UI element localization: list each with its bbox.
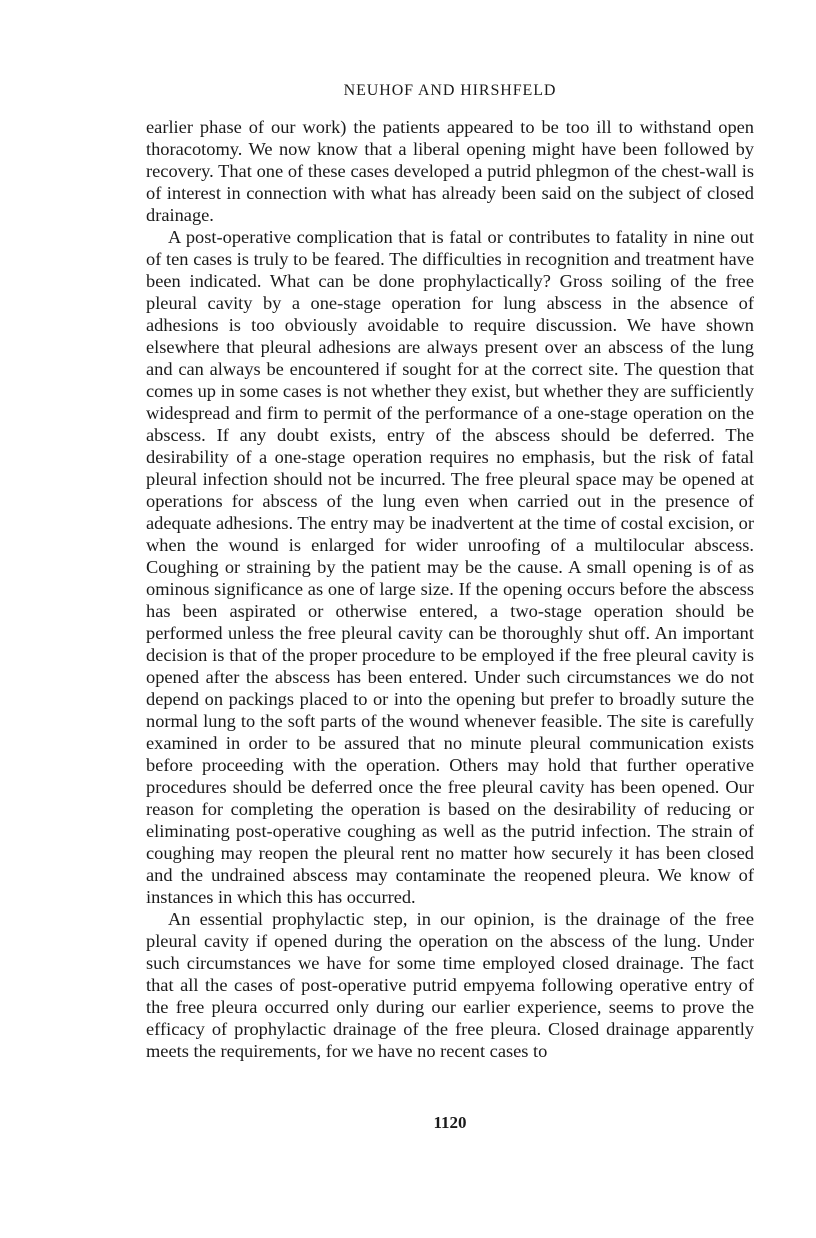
page-number: 1120 (433, 1113, 467, 1132)
paragraph-prophylactic-step: An essential prophylactic step, in our opinion, is the drainage of the free pleural cavity if opened during the operation on the abscess of the lung. Under such circumstances we have for some time employed closed drainage. The fact that all the cases of post-operative putrid empyema following operative entry of the free pleura occurred only during our earlier experience, seems to prove the efficacy of prophylactic drainage of the free pleura. Closed drainage apparently meets the requirements, for we have no recent cases to (146, 909, 754, 1061)
paragraph-continued: earlier phase of our work) the patients appeared to be too ill to withstand open thoracotomy. We now know that a liberal opening might have been followed by recovery. That one of these cases developed a putrid phlegmon of the chest-wall is of interest in connection with what has already been said on the subject of closed drainage. (146, 117, 754, 225)
journal-page (146, 0, 754, 1238)
paragraph-post-operative-complication: A post-operative complication that is fatal or contributes to fatality in nine out of ten cases is truly to be feared. The difficulties in recognition and treatment have been indicated. What can be done prophylactically? Gross soiling of the free pleural cavity by a one-stage operation for lung abscess in the absence of adhesions is too obviously avoidable to require discussion. We have shown elsewhere that pleural adhesions are always present over an abscess of the lung and can always be encountered if sought for at the correct site. The question that comes up in some cases is not whether they exist, but whether they are sufficiently widespread and firm to permit of the performance of a one-stage operation on the abscess. If any doubt exists, entry of the abscess should be deferred. The desirability of a one-stage operation requires no emphasis, but the risk of fatal pleural infection should not be incurred. The free pleural space may be opened at operations for abscess of the lung even when carried out in the presence of adequate adhesions. The entry may be inadvertent at the time of costal excision, or when the wound is enlarged for wider unroofing of a multilocular abscess. Coughing or straining by the patient may be the cause. A small opening is of as ominous significance as one of large size. If the opening occurs before the abscess has been aspirated or otherwise entered, a two-stage operation should be performed unless the free pleural cavity can be thoroughly shut off. An important decision is that of the proper procedure to be employed if the free pleural cavity is opened after the abscess has been entered. Under such circumstances we do not depend on packings placed to or into the opening but prefer to broadly suture the normal lung to the soft parts of the wound whenever feasible. The site is carefully examined in order to be assured that no minute pleural communication exists before proceeding with the operation. Others may hold that further operative procedures should be deferred once the free pleural cavity has been opened. Our reason for completing the operation is based on the desirability of reducing or eliminating post-operative coughing as well as the putrid infection. The strain of coughing may reopen the pleural rent no matter how securely it has been closed and the undrained abscess may contaminate the reopened pleura. We know of instances in which this has occurred. (146, 227, 754, 907)
running-head: NEUHOF AND HIRSHFELD (343, 82, 557, 99)
article-body (146, 116, 754, 1062)
